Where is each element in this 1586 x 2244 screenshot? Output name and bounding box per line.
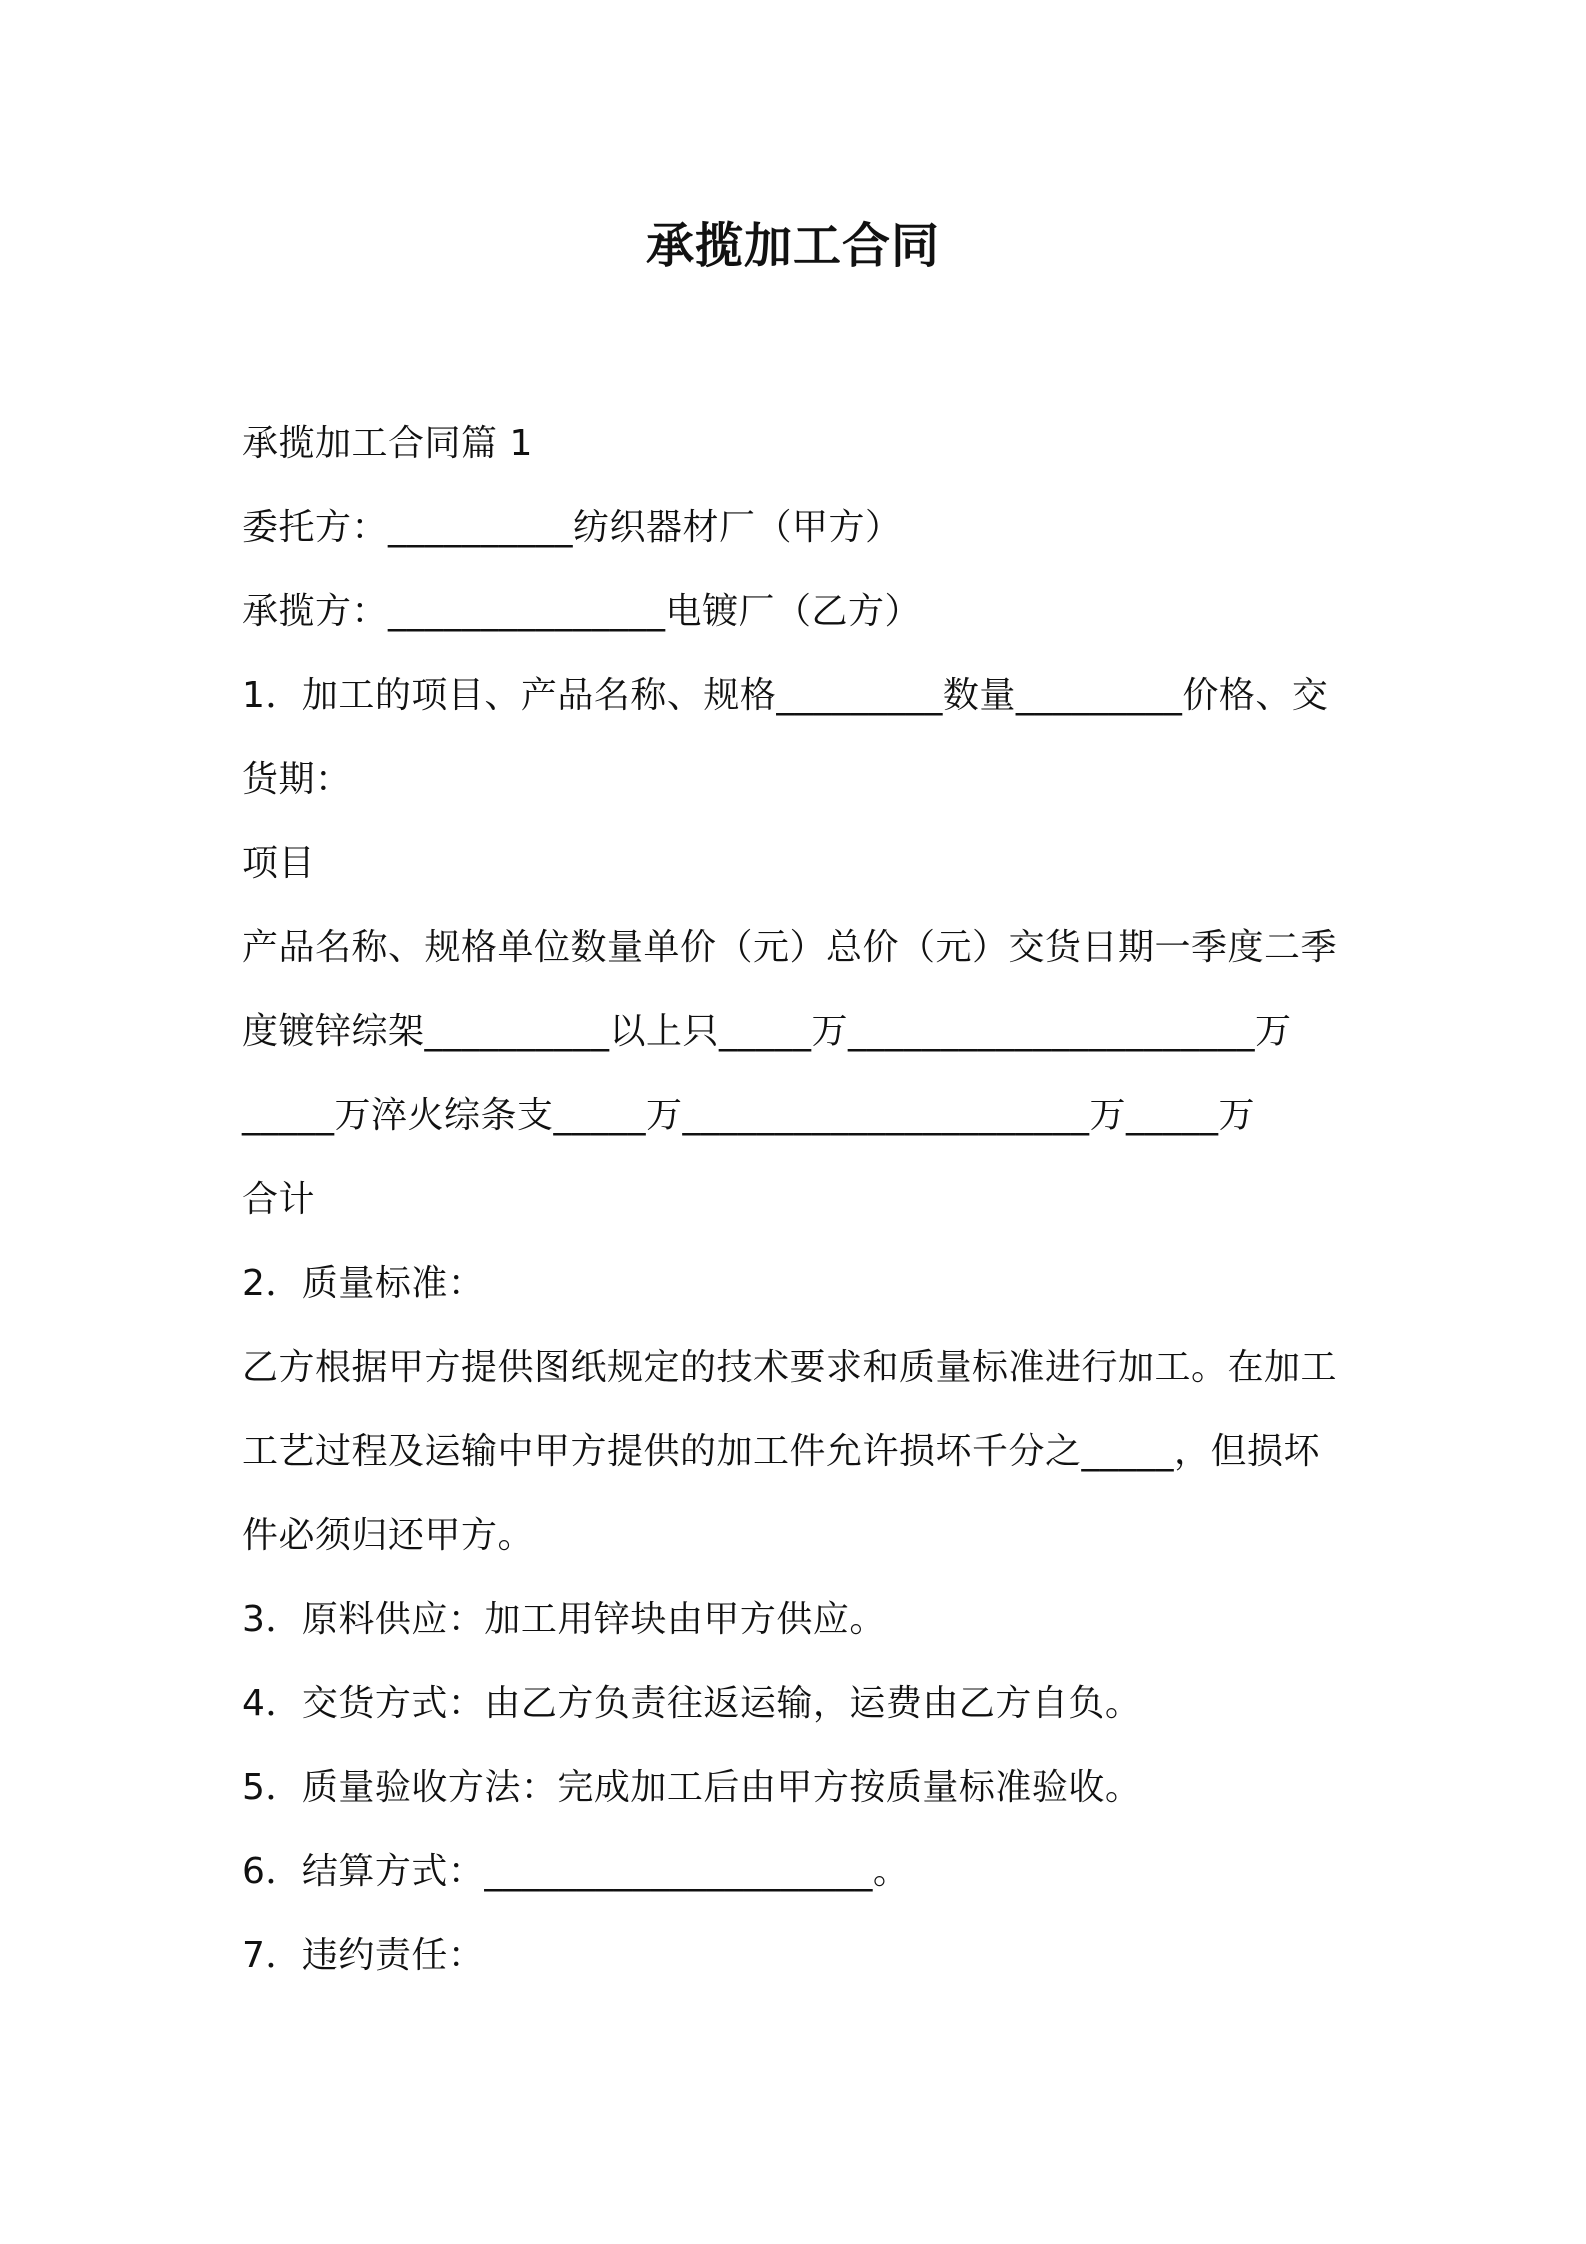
section-heading: 承揽加工合同篇 1 <box>242 423 533 464</box>
table-header-line: 产品名称、规格单位数量单价（元）总价（元）交货日期一季度二季 <box>242 927 1338 968</box>
document-title: 承揽加工合同 <box>645 218 940 274</box>
table-row-line-2: _____万淬火综条支_____万______________________万_____万 <box>242 1095 1256 1136</box>
clause-2-text-line-3: 件必须归还甲方。 <box>242 1515 535 1556</box>
clause-2-text-line-1: 乙方根据甲方提供图纸规定的技术要求和质量标准进行加工。在加工 <box>242 1347 1338 1388</box>
clause-4: 4．交货方式：由乙方负责往返运输，运费由乙方自负。 <box>242 1683 1142 1724</box>
clause-1-line-2: 货期： <box>242 759 352 800</box>
clause-7-heading: 7．违约责任： <box>242 1935 485 1976</box>
clause-6: 6．结算方式：_____________________。 <box>242 1851 910 1892</box>
client-line: 委托方：__________纺织器材厂（甲方） <box>242 507 902 548</box>
item-label: 项目 <box>242 843 316 884</box>
table-row-line-1: 度镀锌综架__________以上只_____万______________________万 <box>242 1011 1292 1052</box>
clause-3: 3．原料供应：加工用锌块由甲方供应。 <box>242 1599 886 1640</box>
clause-5: 5．质量验收方法：完成加工后由甲方按质量标准验收。 <box>242 1767 1142 1808</box>
clause-2-heading: 2．质量标准： <box>242 1263 485 1304</box>
clause-2-text-line-2: 工艺过程及运输中甲方提供的加工件允许损坏千分之_____，但损坏 <box>242 1431 1321 1472</box>
total-label: 合计 <box>242 1179 316 1220</box>
contractor-line: 承揽方：_______________电镀厂（乙方） <box>242 591 922 632</box>
clause-1-line-1: 1．加工的项目、产品名称、规格_________数量_________价格、交 <box>242 675 1329 716</box>
